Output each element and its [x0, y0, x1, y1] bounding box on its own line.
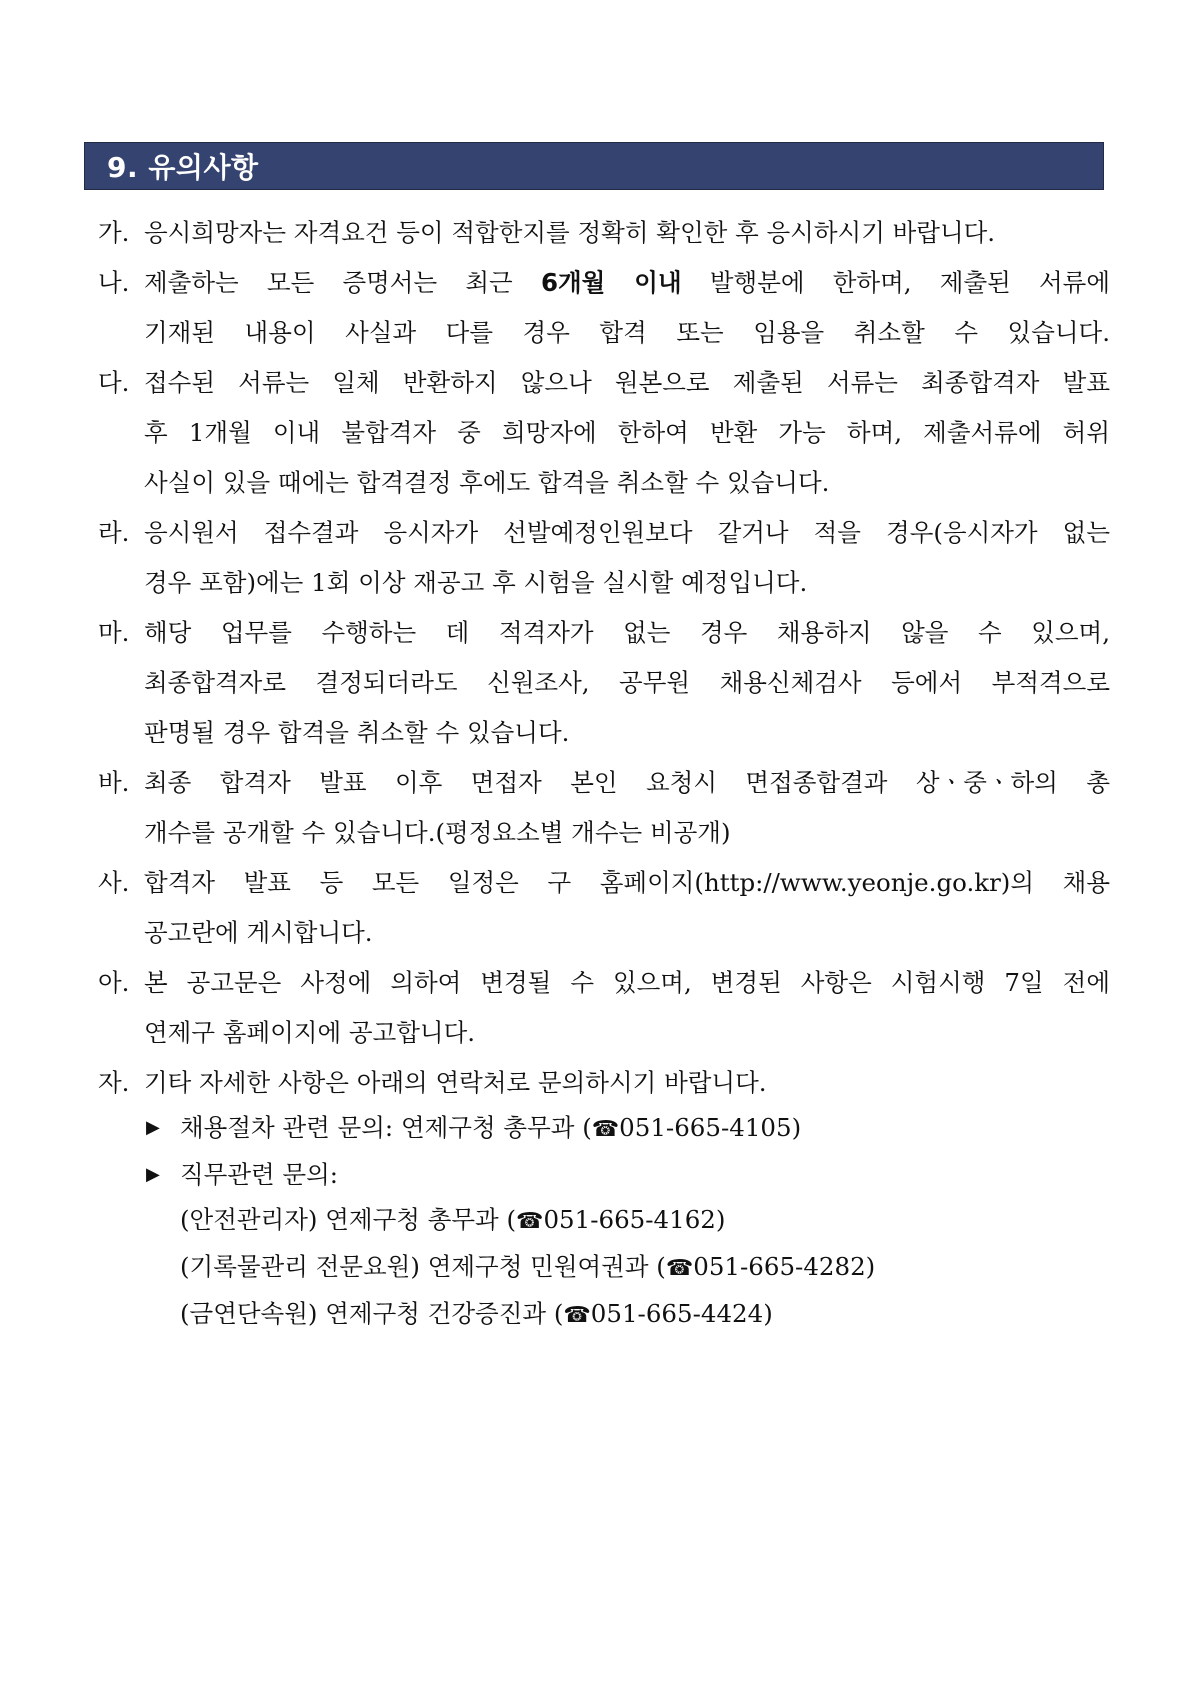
item-line: 연제구 홈페이지에 공고합니다. — [144, 1018, 476, 1047]
item-marker: 나. — [98, 268, 130, 297]
notice-item-ra — [98, 508, 1110, 608]
phone-icon: ☎ — [665, 1256, 694, 1281]
phone-icon: ☎ — [516, 1209, 544, 1234]
contact-label: (기록물관리 전문요원) 연제구청 민원여권과 ( — [180, 1252, 666, 1281]
item-line: 개수를 공개할 수 있습니다.(평정요소별 개수는 비공개) — [144, 818, 731, 847]
item-marker: 아. — [98, 968, 130, 997]
phone-icon: ☎ — [563, 1303, 591, 1328]
item-line: 합격자 발표 등 모든 일정은 구 홈페이지(http://www.yeonje.go.kr)의 채용 — [144, 868, 1110, 897]
notice-item-ga — [98, 208, 1110, 258]
notice-item-na — [98, 258, 1110, 358]
notice-item-sa — [98, 858, 1110, 958]
notice-item-ba — [98, 758, 1110, 858]
item-line: 기타 자세한 사항은 아래의 연락처로 문의하시기 바랍니다. — [144, 1068, 767, 1097]
item-line: 응시원서 접수결과 응시자가 선발예정인원보다 같거나 적을 경우(응시자가 없는 — [144, 518, 1110, 547]
item-marker: 가. — [98, 218, 130, 247]
notice-list — [98, 208, 1110, 1108]
contact-duty-item — [146, 1291, 1046, 1338]
item-line: 해당 업무를 수행하는 데 적격자가 없는 경우 채용하지 않을 수 있으며, — [144, 618, 1110, 647]
contact-duty-heading — [146, 1152, 1046, 1197]
item-line: 공고란에 게시합니다. — [144, 918, 373, 947]
contact-duty-item — [146, 1244, 1046, 1291]
contact-phone: 051-665-4105) — [619, 1113, 802, 1142]
item-line: 본 공고문은 사정에 의하여 변경될 수 있으며, 변경된 사항은 시험시행 7일 전에 — [144, 968, 1110, 997]
notice-item-da — [98, 358, 1110, 508]
contact-label: 직무관련 문의: — [180, 1160, 339, 1189]
item-marker: 마. — [98, 618, 130, 647]
contact-procedure — [146, 1105, 1046, 1152]
notice-item-a — [98, 958, 1110, 1058]
item-marker: 사. — [98, 868, 130, 897]
item-line: 판명될 경우 합격을 취소할 수 있습니다. — [144, 718, 570, 747]
bullet-icon: ▶ — [146, 1117, 160, 1138]
contact-label: (금연단속원) 연제구청 건강증진과 ( — [180, 1299, 564, 1328]
contact-label: (안전관리자) 연제구청 총무과 ( — [180, 1205, 517, 1234]
item-line: 최종 합격자 발표 이후 면접자 본인 요청시 면접종합결과 상ㆍ중ㆍ하의 총 — [144, 768, 1110, 797]
item-line-part: 제출하는 모든 증명서는 최근 — [144, 268, 541, 297]
contact-label: 채용절차 관련 문의: 연제구청 총무과 ( — [180, 1113, 592, 1142]
item-line-part: 발행분에 한하며, 제출된 서류에 — [681, 268, 1111, 297]
item-marker: 자. — [98, 1068, 130, 1097]
item-line: 사실이 있을 때에는 합격결정 후에도 합격을 취소할 수 있습니다. — [144, 468, 830, 497]
item-marker: 다. — [98, 368, 130, 397]
contact-duty-item — [146, 1197, 1046, 1244]
item-line — [144, 258, 1110, 308]
contact-phone: 051-665-4282) — [693, 1252, 876, 1281]
phone-icon: ☎ — [591, 1117, 620, 1142]
item-line: 기재된 내용이 사실과 다를 경우 합격 또는 임용을 취소할 수 있습니다. — [144, 318, 1110, 347]
item-marker: 바. — [98, 768, 130, 797]
emphasis-text: 6개월 이내 — [540, 268, 682, 297]
contact-phone: 051-665-4162) — [543, 1205, 726, 1234]
notice-item-ja — [98, 1058, 1110, 1108]
contact-phone: 051-665-4424) — [590, 1299, 773, 1328]
notice-item-ma — [98, 608, 1110, 758]
item-line: 후 1개월 이내 불합격자 중 희망자에 한하여 반환 가능 하며, 제출서류에 허위 — [144, 418, 1110, 447]
bullet-icon: ▶ — [146, 1164, 160, 1185]
item-line: 접수된 서류는 일체 반환하지 않으나 원본으로 제출된 서류는 최종합격자 발표 — [144, 368, 1110, 397]
item-line: 최종합격자로 결정되더라도 신원조사, 공무원 채용신체검사 등에서 부적격으로 — [144, 668, 1110, 697]
contact-list — [146, 1105, 1046, 1338]
section-header — [84, 142, 1104, 190]
section-title: 9. 유의사항 — [107, 151, 259, 184]
item-marker: 라. — [98, 518, 130, 547]
item-line: 경우 포함)에는 1회 이상 재공고 후 시험을 실시할 예정입니다. — [144, 568, 808, 597]
item-line: 응시희망자는 자격요건 등이 적합한지를 정확히 확인한 후 응시하시기 바랍니다. — [144, 218, 996, 247]
